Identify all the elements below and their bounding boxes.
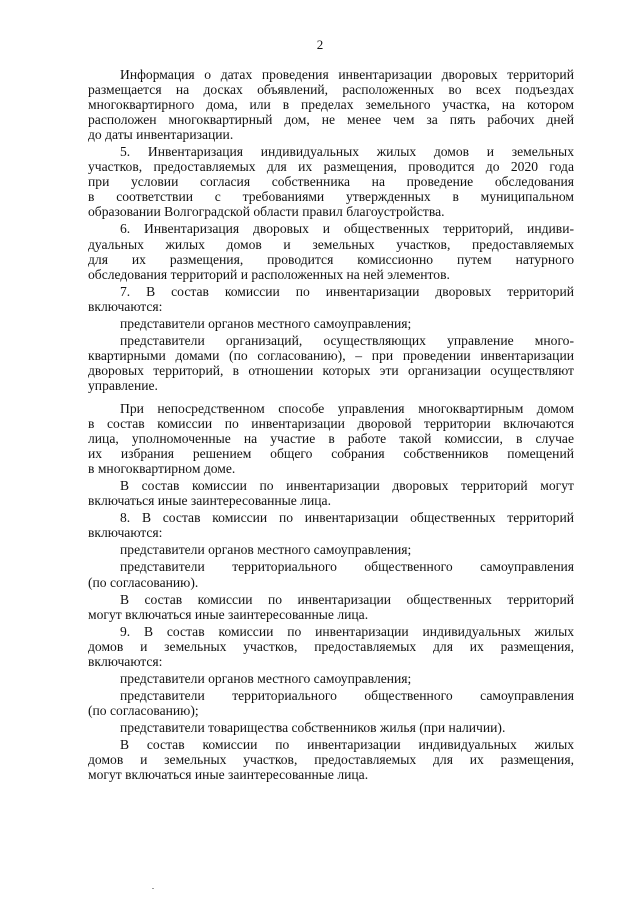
text-line: представители организаций, осуществляющих управление много-: [120, 332, 574, 348]
paragraph-7: [88, 284, 574, 314]
text-line: образовании Волгоградской области правил благоустройства.: [88, 204, 445, 220]
text-line: представители товарищества собственников жилья (при наличии).: [120, 719, 506, 735]
text-line: включаться иные заинтересованные лица.: [88, 493, 331, 509]
text-line: включаются:: [88, 298, 163, 314]
paragraph-info: [88, 67, 574, 142]
paragraph-8a: [88, 542, 574, 557]
text-line: в многоквартирном доме.: [88, 461, 236, 477]
text-line: представители территориального общественного самоуправления: [120, 687, 574, 703]
text-line: 7. В состав комиссии по инвентаризации дворовых территорий: [120, 283, 574, 299]
paragraph-9b: [88, 688, 574, 718]
text-line: включаются:: [88, 525, 163, 541]
text-line: могут включаться иные заинтересованные лица.: [88, 606, 369, 622]
paragraph-9a: [88, 671, 574, 686]
text-line: В состав комиссии по инвентаризации индивидуальных жилых: [120, 736, 574, 752]
text-line: представители органов местного самоуправления;: [120, 542, 412, 558]
paragraph-8c: [88, 592, 574, 622]
paragraph-7d: [88, 478, 574, 508]
text-line: в соответствии с требованиями утвержденных в муниципальном: [88, 189, 574, 205]
document-body: [88, 67, 574, 784]
text-line: представители органов местного самоуправления;: [120, 670, 412, 686]
text-line: могут включаться иные заинтересованные лица.: [88, 767, 369, 783]
text-line: лица, уполномоченные на участие в работе такой комиссии, в случае: [88, 431, 574, 447]
text-line: квартирными домами (по согласованию), – при проведении инвентаризации: [88, 347, 574, 363]
text-line: при условии согласия собственника на проведение обследования: [88, 174, 574, 190]
text-line: Информация о датах проведения инвентаризации дворовых территорий: [120, 67, 574, 82]
text-line: 8. В состав комиссии по инвентаризации общественных территорий: [120, 510, 574, 526]
text-line: В состав комиссии по инвентаризации дворовых территорий могут: [120, 478, 574, 494]
text-line: включаются:: [88, 653, 163, 669]
text-line: При непосредственном способе управления многоквартирным домом: [120, 400, 574, 416]
paragraph-9d: [88, 737, 574, 782]
scan-speck: [152, 888, 154, 889]
text-line: расположен многоквартирный дом, не менее чем за пять рабочих дней: [88, 112, 574, 128]
paragraph-8b: [88, 559, 574, 589]
text-line: 5. Инвентаризация индивидуальных жилых домов и земельных: [120, 144, 574, 160]
paragraph-7a: [88, 316, 574, 331]
text-line: их избрания решением общего собрания собственников помещений: [88, 446, 574, 462]
text-line: дворовых территорий, в отношении которых эти организации осуществляют: [88, 362, 574, 378]
paragraph-6: [88, 221, 574, 281]
paragraph-9c: [88, 720, 574, 735]
text-line: дуальных жилых домов и земельных участков, предоставляемых: [88, 236, 574, 252]
page-number: 2: [316, 37, 324, 52]
text-line: домов и земельных участков, предоставляемых для их размещения,: [88, 638, 574, 654]
text-line: для их размещения, проводится комиссионно путем натурного: [88, 251, 574, 267]
text-line: представители территориального общественного самоуправления: [120, 559, 574, 575]
paragraph-8: [88, 510, 574, 540]
paragraph-7b: [88, 333, 574, 393]
text-line: представители органов местного самоуправления;: [120, 315, 412, 331]
text-line: участков, предоставляемых для их размещения, проводится до 2020 года: [88, 159, 574, 175]
text-line: 9. В состав комиссии по инвентаризации индивидуальных жилых: [120, 623, 574, 639]
text-line: до даты инвентаризации.: [88, 127, 234, 143]
text-line: В состав комиссии по инвентаризации общественных территорий: [120, 591, 574, 607]
paragraph-9: [88, 624, 574, 669]
paragraph-5: [88, 144, 574, 219]
text-line: в состав комиссии по инвентаризации дворовой территории включаются: [88, 416, 574, 432]
text-line: (по согласованию).: [88, 574, 199, 590]
text-line: 6. Инвентаризация дворовых и общественных территорий, индиви-: [120, 221, 574, 237]
text-line: размещается на досках объявлений, расположенных во всех подъездах: [88, 82, 574, 98]
paragraph-7c: [88, 401, 574, 476]
text-line: домов и земельных участков, предоставляемых для их размещения,: [88, 752, 574, 768]
text-line: (по согласованию);: [88, 702, 199, 718]
text-line: многоквартирного дома, или в пределах земельного участка, на котором: [88, 97, 574, 113]
text-line: обследования территорий и расположенных на ней элементов.: [88, 266, 450, 282]
text-line: управление.: [88, 377, 158, 393]
